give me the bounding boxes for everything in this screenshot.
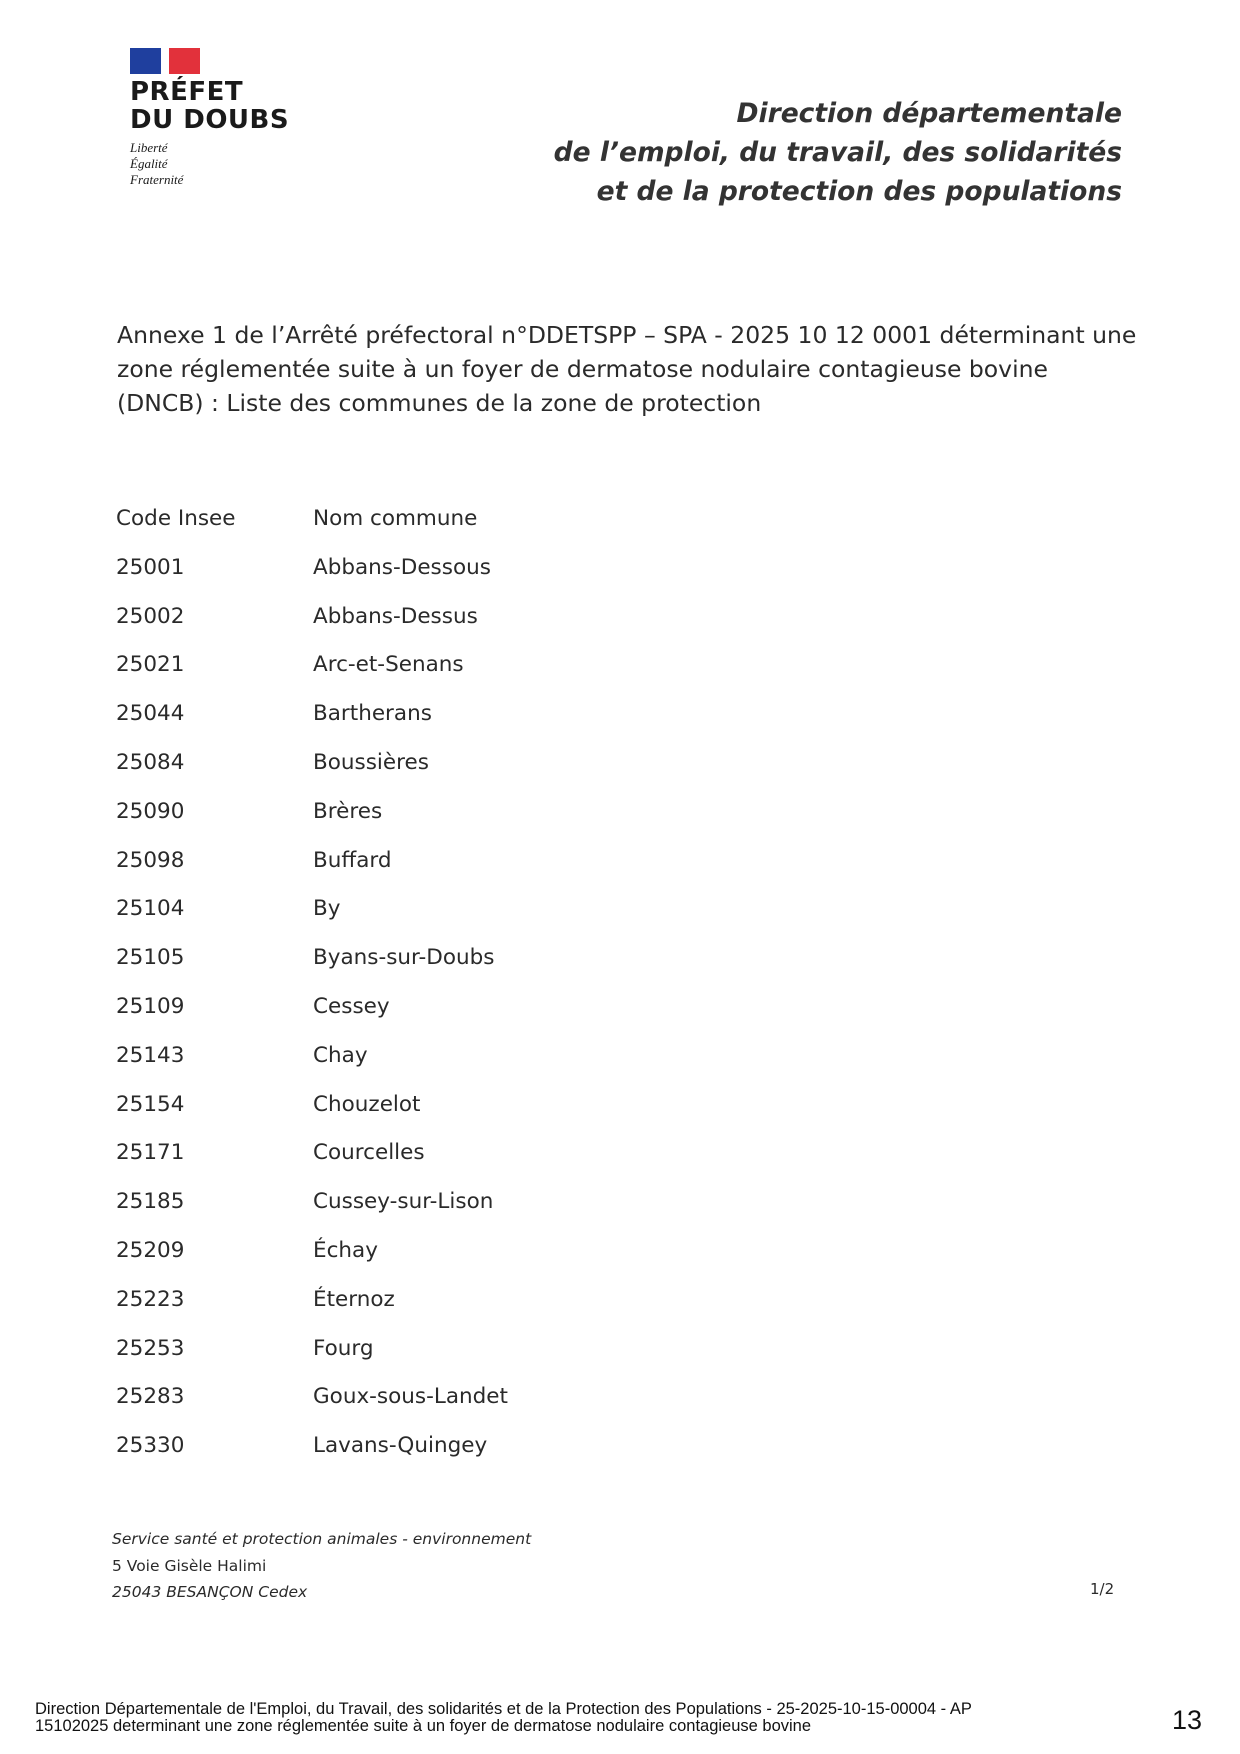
cell-nom-commune: Chouzelot — [313, 1091, 421, 1117]
page-indicator: 1/2 — [1090, 1580, 1115, 1598]
table-row — [116, 750, 713, 799]
table-row — [116, 1140, 713, 1189]
table-row — [116, 1433, 713, 1482]
table-row — [116, 555, 713, 604]
table-header-row — [116, 506, 713, 555]
table-row — [116, 1043, 713, 1092]
cell-nom-commune: Byans-sur-Doubs — [313, 945, 495, 971]
cell-code-insee: 25084 — [116, 749, 185, 775]
cell-code-insee: 25223 — [116, 1286, 185, 1312]
service-name: Service santé et protection animales - environnement — [112, 1530, 532, 1548]
service-city: 25043 BESANÇON Cedex — [112, 1583, 308, 1601]
cell-code-insee: 25185 — [116, 1189, 185, 1215]
cell-code-insee: 25330 — [116, 1433, 185, 1459]
cell-code-insee: 25021 — [116, 652, 185, 678]
table-row — [116, 1092, 713, 1141]
table-row — [116, 604, 713, 653]
cell-code-insee: 25090 — [116, 798, 185, 824]
cell-code-insee: 25105 — [116, 945, 185, 971]
cell-nom-commune: Buffard — [313, 847, 392, 873]
cell-nom-commune: Chay — [313, 1042, 368, 1068]
cell-code-insee: 25104 — [116, 896, 185, 922]
header-nom-commune: Nom commune — [313, 506, 478, 531]
communes-table — [116, 506, 713, 1482]
header-code-insee: Code Insee — [116, 506, 236, 531]
cell-nom-commune: Courcelles — [313, 1140, 425, 1166]
cell-code-insee: 25171 — [116, 1140, 185, 1166]
cell-nom-commune: By — [313, 896, 341, 922]
republic-motto: Liberté Égalité Fraternité — [130, 140, 184, 187]
table-row — [116, 896, 713, 945]
cell-nom-commune: Arc-et-Senans — [313, 652, 464, 678]
cell-nom-commune: Cessey — [313, 993, 390, 1019]
marianne-flag-icon — [130, 48, 200, 74]
direction-heading: Direction départementale de l’emploi, du travail, des solidarités et de la protection des populations — [553, 98, 1122, 207]
cell-nom-commune: Lavans-Quingey — [313, 1433, 488, 1459]
service-street: 5 Voie Gisèle Halimi — [112, 1556, 267, 1575]
table-row — [116, 1384, 713, 1433]
cell-code-insee: 25283 — [116, 1384, 185, 1410]
table-row — [116, 1287, 713, 1336]
cell-nom-commune: Fourg — [313, 1335, 374, 1361]
cell-code-insee: 25209 — [116, 1237, 185, 1263]
cell-code-insee: 25154 — [116, 1091, 185, 1117]
table-row — [116, 848, 713, 897]
table-row — [116, 1238, 713, 1287]
stamp-line-2: 15102025 determinant une zone réglementée suite à un foyer de dermatose nodulaire contagieuse bovine — [35, 1717, 812, 1735]
table-row — [116, 945, 713, 994]
cell-code-insee: 25001 — [116, 554, 185, 580]
cell-code-insee: 25109 — [116, 993, 185, 1019]
cell-nom-commune: Cussey-sur-Lison — [313, 1189, 494, 1215]
cell-code-insee: 25253 — [116, 1335, 185, 1361]
cell-nom-commune: Brères — [313, 798, 383, 824]
prefet-logo — [130, 48, 289, 188]
table-row — [116, 652, 713, 701]
cell-nom-commune: Échay — [313, 1237, 378, 1263]
cell-nom-commune: Bartherans — [313, 701, 432, 727]
cell-nom-commune: Abbans-Dessous — [313, 554, 491, 580]
cell-nom-commune: Goux-sous-Landet — [313, 1384, 508, 1410]
table-row — [116, 701, 713, 750]
cell-nom-commune: Boussières — [313, 749, 429, 775]
cell-code-insee: 25002 — [116, 603, 185, 629]
annexe-title: Annexe 1 de l’Arrêté préfectoral n°DDETSPP – SPA - 2025 10 12 0001 déterminant une zone réglementée suite à un foyer de dermatose nodulaire contagieuse bovine (DNCB) : Liste des communes de la zone de protection — [117, 321, 1137, 417]
cell-code-insee: 25044 — [116, 701, 185, 727]
prefet-title: PRÉFET DU DOUBS — [130, 77, 290, 135]
table-row — [116, 994, 713, 1043]
cell-code-insee: 25098 — [116, 847, 185, 873]
table-row — [116, 799, 713, 848]
service-address — [112, 1526, 531, 1606]
table-row — [116, 1336, 713, 1385]
stamp-page-number: 13 — [1171, 1705, 1202, 1735]
cell-code-insee: 25143 — [116, 1042, 185, 1068]
cell-nom-commune: Éternoz — [313, 1286, 395, 1312]
cell-nom-commune: Abbans-Dessus — [313, 603, 478, 629]
document-stamp — [35, 1701, 1075, 1735]
table-row — [116, 1189, 713, 1238]
stamp-line-1: Direction Départementale de l'Emploi, du Travail, des solidarités et de la Protection des Populations - 25-2025-10-15-00004 - AP — [35, 1700, 972, 1718]
